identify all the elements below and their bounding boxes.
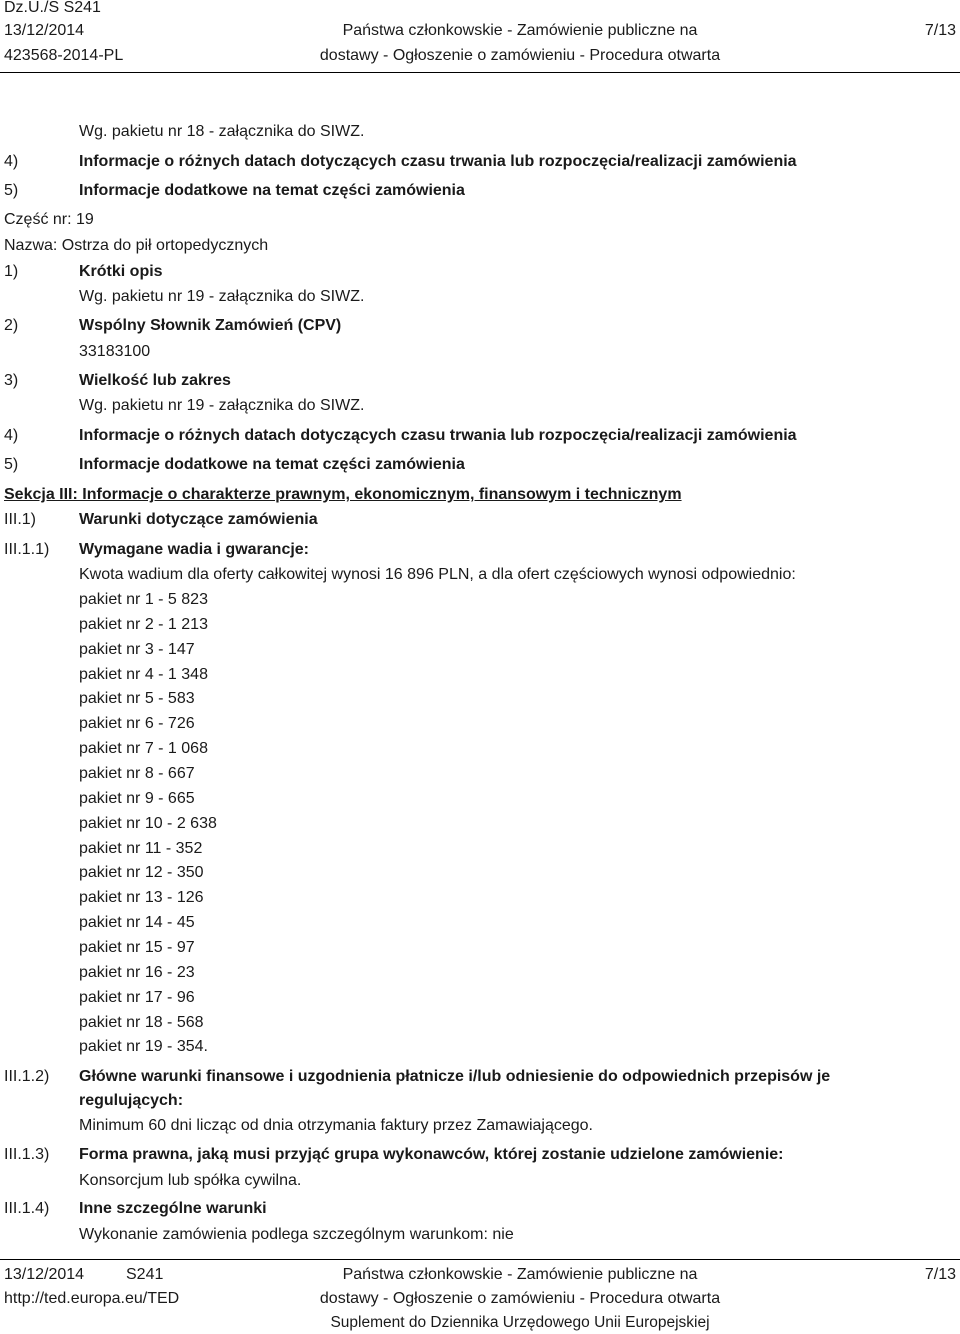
part19-cpv-code: 33183100 <box>79 343 151 360</box>
section3-1-2-heading-line2: regulujących: <box>79 1092 184 1109</box>
section3-title: Sekcja III: Informacje o charakterze prawnym, ekonomicznym, finansowym i technicznym <box>4 486 682 503</box>
part18-item4-heading: Informacje o różnych datach dotyczących czasu trwania lub rozpoczęcia/realizacji zamówienia <box>79 153 797 170</box>
section3-1-4-heading: Inne szczególne warunki <box>79 1200 267 1217</box>
part19-item3-text: Wg. pakietu nr 19 - załącznika do SIWZ. <box>79 397 365 414</box>
part19-item4-heading: Informacje o różnych datach dotyczących czasu trwania lub rozpoczęcia/realizacji zamówienia <box>79 427 797 444</box>
deposit-package-item: pakiet nr 11 - 352 <box>79 839 203 857</box>
deposit-package-item: pakiet nr 5 - 583 <box>79 690 195 708</box>
deposit-package-item: pakiet nr 1 - 5 823 <box>79 591 208 608</box>
deposit-intro: Kwota wadium dla oferty całkowitej wynosi 16 896 PLN, a dla ofert częściowych wynosi odpowiednio: <box>79 566 796 583</box>
header-date: 13/12/2014 <box>4 22 85 39</box>
deposit-package-item: pakiet nr 2 - 1 213 <box>79 615 208 633</box>
part19-item1-text: Wg. pakietu nr 19 - załącznika do SIWZ. <box>79 288 365 305</box>
deposit-package-item: pakiet nr 15 - 97 <box>79 938 195 956</box>
part19-item1-num: 1) <box>4 263 19 280</box>
section3-1-2-heading-line1: Główne warunki finansowe i uzgodnienia płatnicze i/lub odniesienie do odpowiednich przepisów je <box>79 1068 831 1085</box>
header-doc-id: 423568-2014-PL <box>4 47 124 64</box>
deposit-package-item: pakiet nr 10 - 2 638 <box>79 814 217 832</box>
deposit-package-item: pakiet nr 18 - 568 <box>79 1013 204 1031</box>
header-rule <box>0 72 960 73</box>
header-title-line1: Państwa członkowskie - Zamówienie publiczne na <box>342 22 698 39</box>
footer-issue: S241 <box>126 1266 164 1283</box>
part19-number: Część nr: 19 <box>4 211 94 228</box>
section3-1-2-num: III.1.2) <box>4 1068 50 1085</box>
deposit-package-item: pakiet nr 3 - 147 <box>79 640 195 658</box>
section3-1-4-text: Wykonanie zamówienia podlega szczególnym warunkom: nie <box>79 1226 514 1243</box>
footer-page: 7/13 <box>924 1266 956 1283</box>
part19-item3-num: 3) <box>4 372 19 389</box>
footer-title-line2: dostawy - Ogłoszenie o zamówieniu - Procedura otwarta <box>319 1290 721 1307</box>
section3-1-1-num: III.1.1) <box>4 541 50 558</box>
footer-date: 13/12/2014 <box>4 1266 85 1283</box>
section3-1-num: III.1) <box>4 511 37 528</box>
footer-title-line1: Państwa członkowskie - Zamówienie publiczne na <box>342 1266 698 1283</box>
deposit-package-item: pakiet nr 14 - 45 <box>79 914 195 931</box>
part18-text: Wg. pakietu nr 18 - załącznika do SIWZ. <box>79 123 365 140</box>
deposit-package-item: pakiet nr 13 - 126 <box>79 889 204 907</box>
section3-1-2-text: Minimum 60 dni licząc od dnia otrzymania faktury przez Zamawiającego. <box>79 1117 593 1134</box>
section3-1-heading: Warunki dotyczące zamówienia <box>79 511 318 528</box>
section3-1-3-heading: Forma prawna, jaką musi przyjąć grupa wykonawców, której zostanie udzielone zamówienie: <box>79 1146 784 1163</box>
section3-1-4-num: III.1.4) <box>4 1200 50 1217</box>
part18-item5-num: 5) <box>4 182 19 199</box>
part19-item3-heading: Wielkość lub zakres <box>79 372 231 389</box>
part18-item5-heading: Informacje dodatkowe na temat części zamówienia <box>79 182 465 199</box>
deposit-package-item: pakiet nr 9 - 665 <box>79 789 195 807</box>
part19-item5-heading: Informacje dodatkowe na temat części zamówienia <box>79 456 465 473</box>
header-page: 7/13 <box>924 22 956 39</box>
part19-name: Nazwa: Ostrza do pił ortopedycznych <box>4 237 269 254</box>
footer-rule <box>0 1259 960 1260</box>
header-title-line2: dostawy - Ogłoszenie o zamówieniu - Procedura otwarta <box>319 47 721 64</box>
deposit-package-item: pakiet nr 4 - 1 348 <box>79 665 208 683</box>
section3-1-1-heading: Wymagane wadia i gwarancje: <box>79 541 310 558</box>
deposit-package-item: pakiet nr 6 - 726 <box>79 715 195 733</box>
part19-item2-num: 2) <box>4 317 19 334</box>
deposit-package-item: pakiet nr 12 - 350 <box>79 864 204 882</box>
header-journal: Dz.U./S S241 <box>4 0 101 16</box>
deposit-package-item: pakiet nr 16 - 23 <box>79 963 195 981</box>
deposit-package-item: pakiet nr 17 - 96 <box>79 988 195 1006</box>
part19-item2-heading: Wspólny Słownik Zamówień (CPV) <box>79 317 342 334</box>
deposit-package-item: pakiet nr 7 - 1 068 <box>79 740 208 758</box>
deposit-package-item: pakiet nr 8 - 667 <box>79 765 195 782</box>
part19-item5-num: 5) <box>4 456 19 473</box>
footer-title-line3: Suplement do Dziennika Urzędowego Unii Europejskiej <box>330 1314 710 1331</box>
footer-url[interactable]: http://ted.europa.eu/TED <box>4 1290 180 1307</box>
deposit-package-item: pakiet nr 19 - 354. <box>79 1038 208 1056</box>
section3-1-3-text: Konsorcjum lub spółka cywilna. <box>79 1172 302 1189</box>
part18-item4-num: 4) <box>4 153 19 170</box>
part19-item1-heading: Krótki opis <box>79 263 163 280</box>
section3-1-3-num: III.1.3) <box>4 1146 50 1163</box>
part19-item4-num: 4) <box>4 427 19 444</box>
